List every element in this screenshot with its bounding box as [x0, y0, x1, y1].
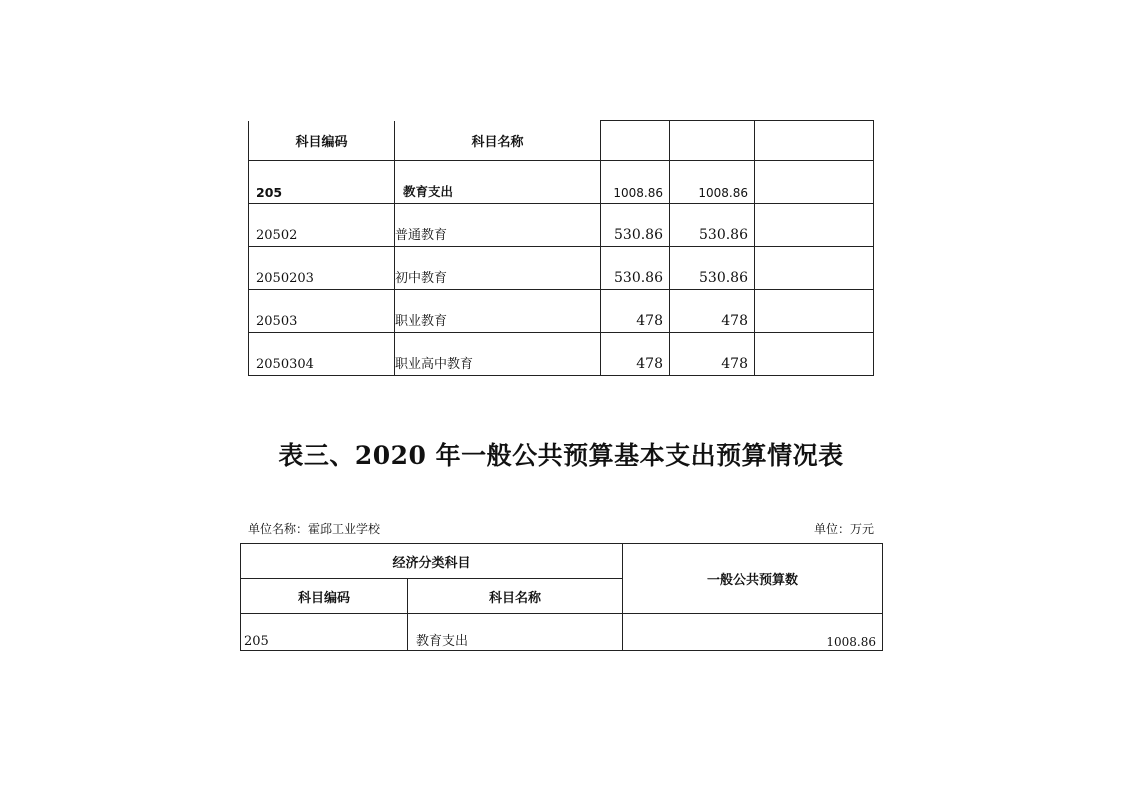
row-amount: 1008.86	[623, 614, 883, 651]
row-name: 职业教育	[395, 290, 601, 333]
row-total: 478	[601, 290, 670, 333]
row-name: 普通教育	[395, 204, 601, 247]
table-row	[241, 614, 883, 651]
row-code: 20502	[249, 204, 395, 247]
header-name: 科目名称	[395, 121, 601, 161]
header-blank-3	[755, 121, 874, 161]
basic-expenditure-table	[240, 543, 883, 651]
upper-budget-table	[248, 120, 874, 376]
row-code: 205	[241, 614, 408, 651]
row-project	[755, 290, 874, 333]
unit-label: 单位：万元	[813, 522, 874, 536]
row-basic: 1008.86	[670, 161, 755, 204]
table-row	[249, 161, 874, 204]
row-total: 530.86	[601, 247, 670, 290]
row-basic: 478	[670, 290, 755, 333]
header-general-budget: 一般公共预算数	[623, 544, 883, 614]
row-name: 教育支出	[395, 161, 601, 204]
row-name: 教育支出	[408, 614, 623, 651]
row-total: 1008.86	[601, 161, 670, 204]
row-project	[755, 161, 874, 204]
header-code: 科目编码	[241, 579, 408, 614]
table-row	[249, 333, 874, 376]
row-code: 205	[249, 161, 395, 204]
row-project	[755, 247, 874, 290]
row-basic: 478	[670, 333, 755, 376]
row-project	[755, 333, 874, 376]
lower-header-row-1	[241, 544, 883, 579]
header-code: 科目编码	[249, 121, 395, 161]
row-total: 478	[601, 333, 670, 376]
row-basic: 530.86	[670, 204, 755, 247]
row-name: 初中教育	[395, 247, 601, 290]
unit-name-label: 单位名称：霍邱工业学校	[248, 522, 381, 536]
header-economic-category: 经济分类科目	[241, 544, 623, 579]
header-blank-2	[670, 121, 755, 161]
row-basic: 530.86	[670, 247, 755, 290]
table-row	[249, 290, 874, 333]
row-code: 20503	[249, 290, 395, 333]
page-title: 表三、2020 年一般公共预算基本支出预算情况表	[278, 441, 844, 470]
header-name: 科目名称	[408, 579, 623, 614]
header-blank-1	[601, 121, 670, 161]
table-row	[249, 204, 874, 247]
row-code: 2050304	[249, 333, 395, 376]
row-project	[755, 204, 874, 247]
row-total: 530.86	[601, 204, 670, 247]
row-name: 职业高中教育	[395, 333, 601, 376]
table-row	[249, 247, 874, 290]
upper-table-header-row	[249, 121, 874, 161]
row-code: 2050203	[249, 247, 395, 290]
